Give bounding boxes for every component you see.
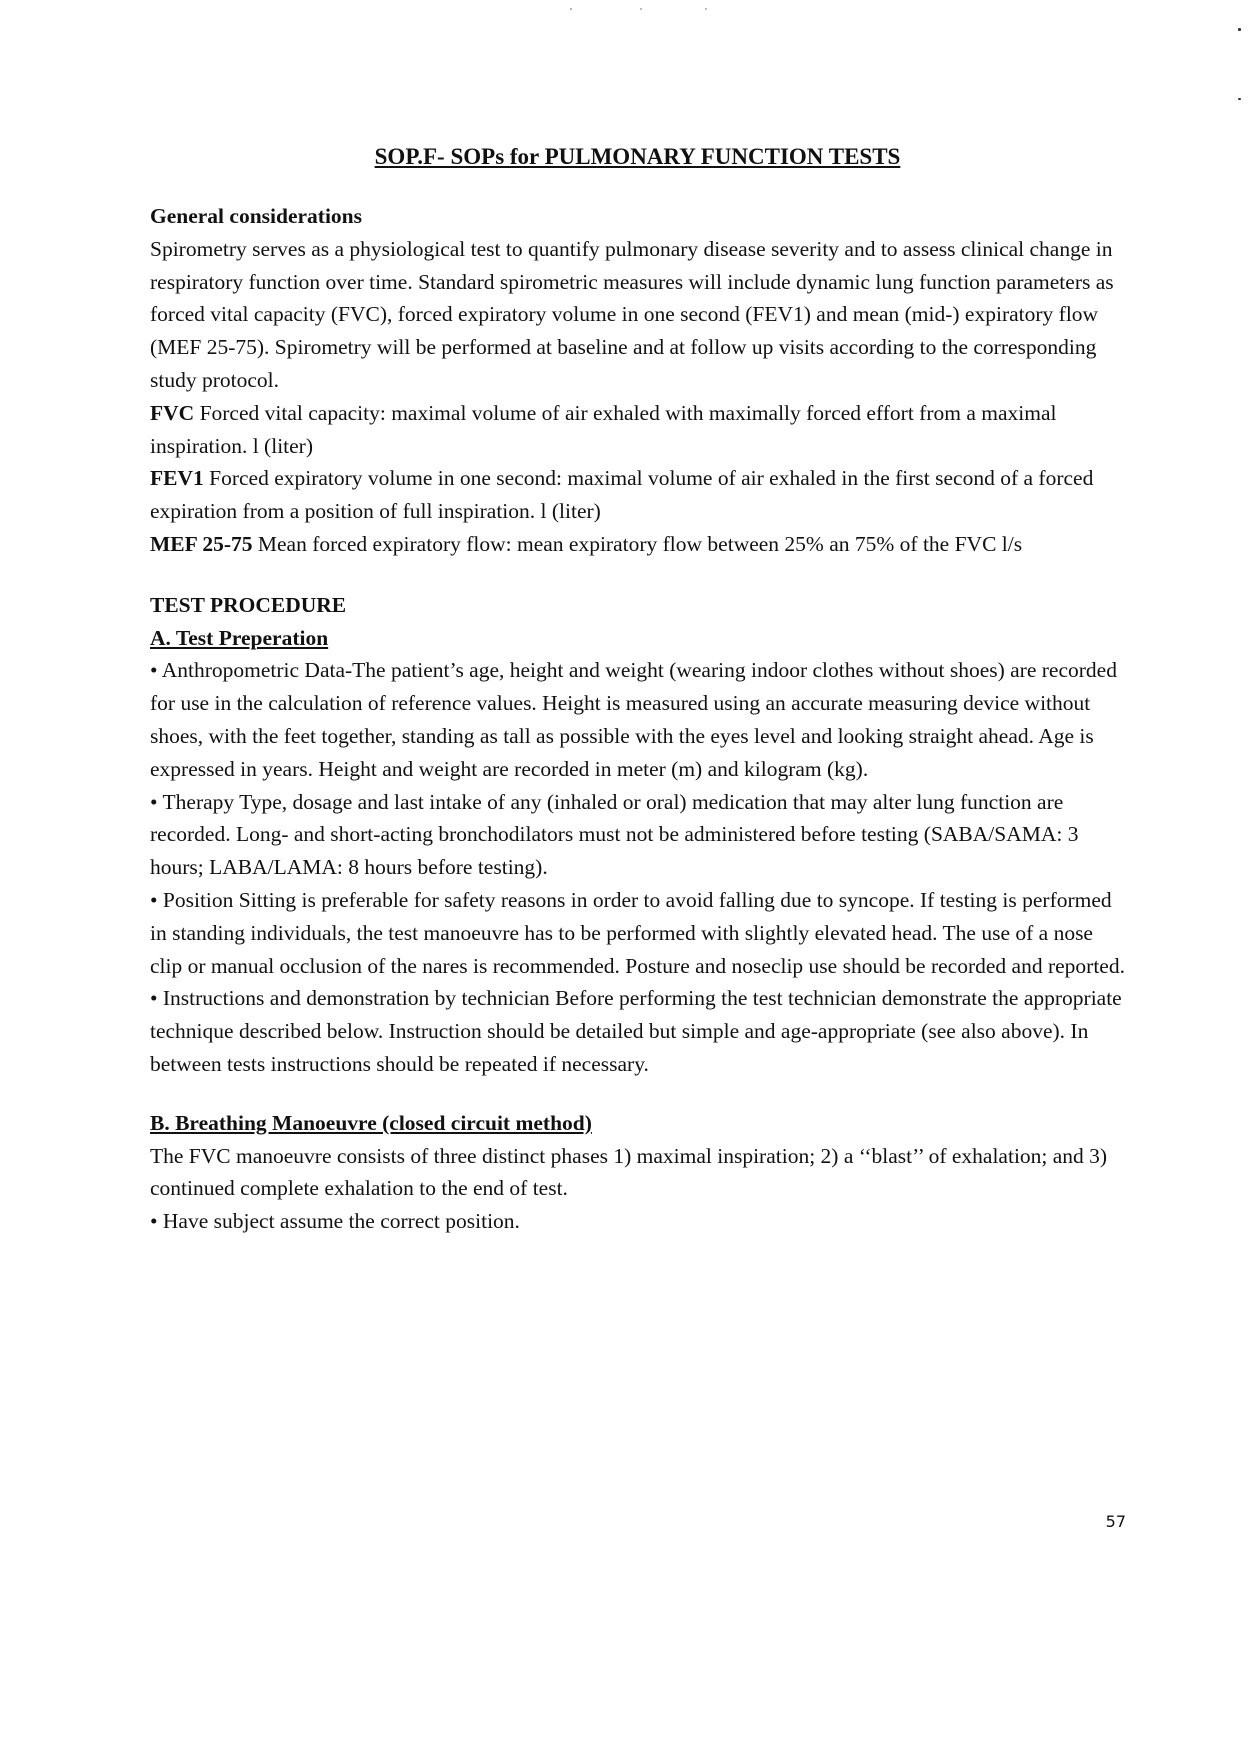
scan-artifact [1238,98,1241,100]
definition-text: Forced vital capacity: maximal volume of air exhaled with maximally forced effort from a maximal inspiration. l (liter) [150,400,1057,458]
bullet-subject-position: • Have subject assume the correct position. [150,1209,520,1234]
definition-term: FVC [150,400,195,425]
document-title: SOP.F- SOPs for PULMONARY FUNCTION TESTS [374,144,901,169]
scan-artifact [1238,28,1241,31]
definition-fev1 [150,462,1125,528]
spacer [150,1081,1125,1107]
definition-fvc [150,397,1125,463]
general-intro-paragraph: Spirometry serves as a physiological test to quantify pulmonary disease severity and to assess clinical change in respiratory function over time. Standard spirometric measures will include dynamic lung function parameters as forced vital capacity (FVC), forced expiratory volume in one second (FEV1) and mean (mid-) expiratory flow (MEF 25-75). Spirometry will be performed at baseline and at follow up visits according to the corresponding study protocol. [150,236,1114,392]
bullet-position: • Position Sitting is preferable for safety reasons in order to avoid falling due to syncope. If testing is performed in standing individuals, the test manoeuvre has to be performed with slightly elevated head. The use of a nose clip or manual occlusion of the nares is recommended. Posture and noseclip use should be recorded and reported. [150,887,1125,978]
bullet-instructions: • Instructions and demonstration by technician Before performing the test technician demonstrate the appropriate technique described below. Instruction should be detailed but simple and age-appropriate (see also above). In between tests instructions should be repeated if necessary. [150,986,1122,1076]
definition-text: Forced expiratory volume in one second: maximal volume of air exhaled in the first second of a forced expiration from a position of full inspiration. l (liter) [150,466,1094,524]
breathing-manoeuvre-heading: B. Breathing Manoeuvre (closed circuit method) [150,1110,592,1135]
definition-term: MEF 25-75 [150,531,253,556]
definition-text: Mean forced expiratory flow: mean expiratory flow between 25% an 75% of the FVC l/s [252,531,1023,556]
bullet-anthropometric-data: • Anthropometric Data-The patient’s age, height and weight (wearing indoor clothes without shoes) are recorded for use in the calculation of reference values. Height is measured using an accurate measuring device without shoes, with the feet together, standing as tall as possible with the eyes level and looking straight ahead. Age is expressed in years. Height and weight are recorded in meter (m) and kilogram (kg). [150,658,1117,781]
breathing-manoeuvre-intro: The FVC manoeuvre consists of three distinct phases 1) maximal inspiration; 2) a ‘‘blast’’ of exhalation; and 3) continued complete exhalation to the end of test. [150,1143,1108,1201]
definition-mef [150,528,1125,561]
test-procedure-heading: TEST PROCEDURE [150,592,347,617]
scan-artifact [570,8,572,10]
spacer [150,561,1125,589]
document-body [150,142,1125,1238]
scan-artifact [640,8,642,10]
page-number: 57 [1105,1512,1126,1531]
bullet-therapy: • Therapy Type, dosage and last intake of any (inhaled or oral) medication that may alter lung function are recorded. Long- and short-acting bronchodilators must not be administered before testing (SABA/SAMA: 3 hours; LABA/LAMA: 8 hours before testing). [150,789,1079,880]
definition-term: FEV1 [150,466,204,491]
general-considerations-heading: General considerations [150,204,362,228]
scan-artifact [705,8,707,10]
test-preparation-heading: A. Test Preperation [150,625,329,650]
